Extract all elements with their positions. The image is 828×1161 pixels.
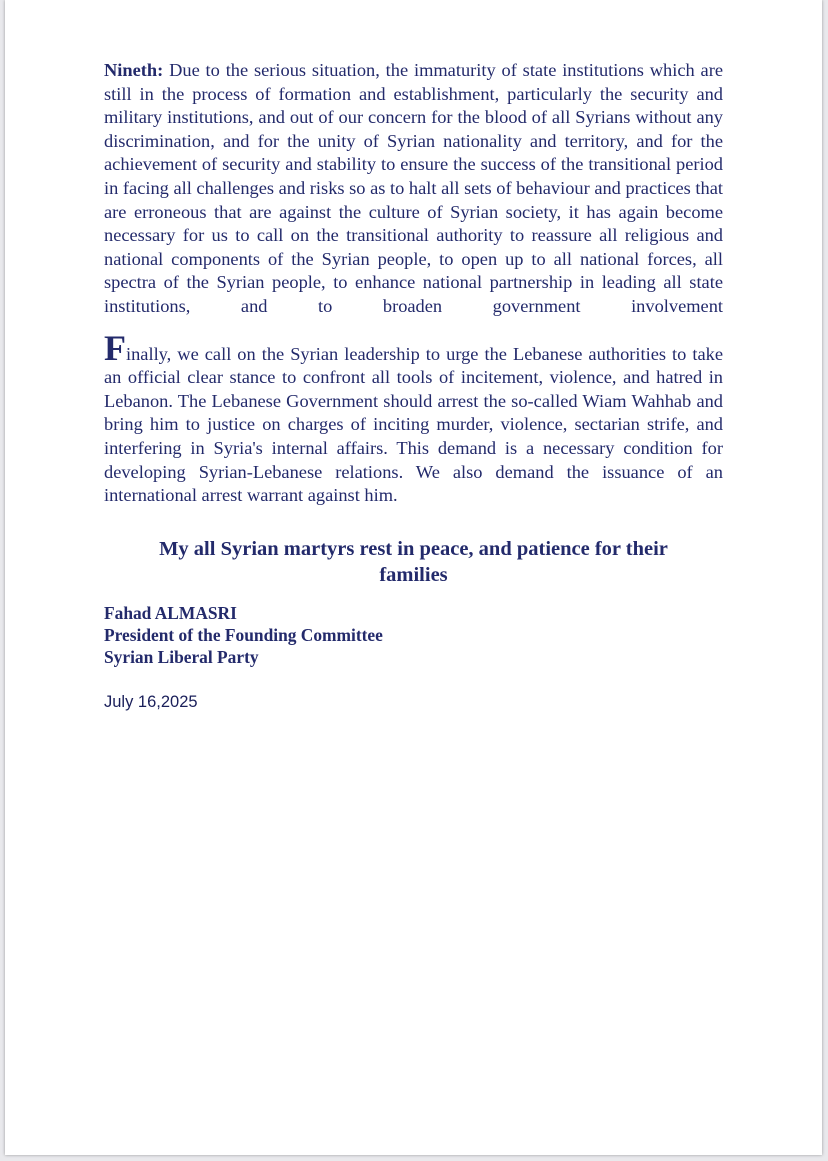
nineth-label: Nineth: — [104, 60, 164, 80]
drop-cap-letter: F — [104, 327, 126, 368]
closing-statement: My all Syrian martyrs rest in peace, and patience for their families — [159, 537, 668, 586]
finally-text: inally, we call on the Syrian leadership to urge the Lebanese authorities to take an official clear stance to confront all tools of incitement, violence, and hatred in Lebanon. The Lebanese Government should arrest the so-called Wiam Wahhab and bring him to justice on charges of inciting murder, violence, sectarian strife, and interfering in Syria's internal affairs. This demand is a necessary condition for developing Syrian-Lebanese relations. We also demand the issuance of an international arrest warrant against him. — [104, 343, 723, 506]
document-date: July 16,2025 — [104, 692, 198, 711]
paragraph-nineth — [104, 59, 723, 319]
signatory-title: President of the Founding Committee — [104, 624, 383, 645]
signatory-name: Fahad ALMASRI — [104, 602, 237, 623]
document-body — [104, 59, 723, 713]
signature-block — [104, 602, 723, 668]
paragraph-finally — [104, 327, 723, 508]
nineth-text: Due to the serious situation, the immaturity of state institutions which are still in the process of formation and establishment, particularly the security and military institutions, and out of our concern for the blood of all Syrians without any discrimination, and for the unity of Syrian nationality and territory, and for the achievement of security and stability to ensure the success of the transitional period in facing all challenges and risks so as to halt all sets of behaviour and practices that are erroneous that are against the culture of Syrian society, it has again become necessary for us to call on the transitional authority to reassure all religious and national components of the Syrian people, to open up to all national forces, all spectra of the Syrian people, to enhance national partnership in leading all state institutions, and to broaden government involvement — [104, 60, 723, 316]
signatory-organization: Syrian Liberal Party — [104, 646, 259, 667]
document-page — [5, 0, 822, 1155]
